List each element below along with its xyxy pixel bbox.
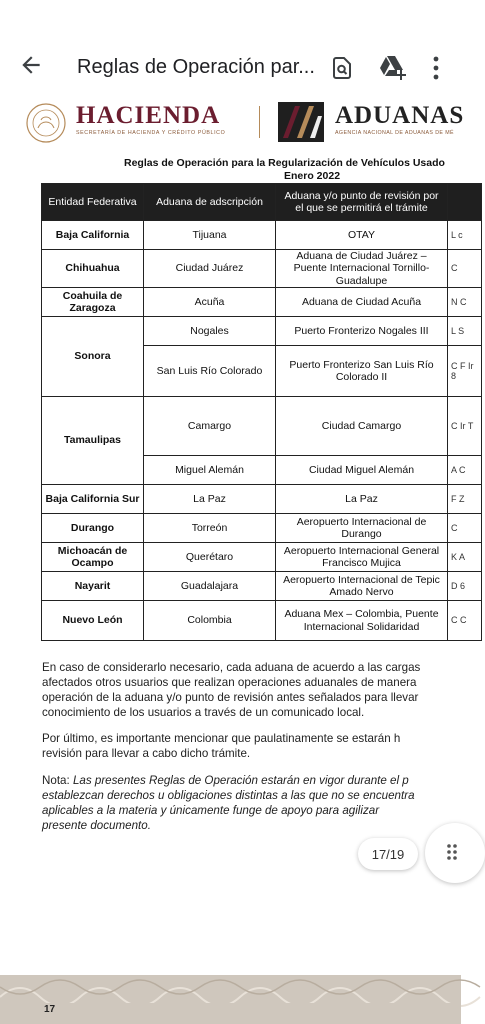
paragraph-line: Por último, es importante mencionar que paulatinamente se estarán h [42, 732, 401, 745]
table-cell-aduana: Torreón [144, 514, 276, 543]
column-header-aduana: Aduana de adscripción [144, 184, 276, 221]
aduanas-logo [277, 100, 325, 144]
table-cell-punto: Ciudad Camargo [276, 397, 448, 456]
table-cell-punto: Aduana de Ciudad Acuña [276, 288, 448, 317]
table-cell-punto: La Paz [276, 485, 448, 514]
table-cell-punto: Puerto Fronterizo San Luis Río Colorado II [276, 346, 448, 397]
table-cell-extra: C [448, 514, 482, 543]
customs-table [41, 183, 482, 641]
table-cell-aduana: Ciudad Juárez [144, 250, 276, 288]
page-number: 17 [44, 1004, 56, 1015]
header-divider [259, 106, 260, 138]
table-row [42, 485, 482, 514]
table-cell-extra: L S [448, 317, 482, 346]
table-row [42, 601, 482, 641]
table-row [42, 543, 482, 572]
paragraph-ultimo [42, 731, 400, 761]
page-indicator: 17/19 [358, 838, 418, 870]
table-row [42, 514, 482, 543]
table-cell-aduana: Tijuana [144, 221, 276, 250]
paragraph-carga [42, 660, 420, 720]
table-cell-extra: C F Ir 8 [448, 346, 482, 397]
table-cell-aduana: Miguel Alemán [144, 456, 276, 485]
table-cell-extra: C Ir T [448, 397, 482, 456]
table-cell-punto: Aeropuerto Internacional General Francisco Mujica [276, 543, 448, 572]
document-heading: Reglas de Operación para la Regularización de Vehículos Usado [124, 157, 445, 169]
column-header-punto: Aduana y/o punto de revisión por el que se permitirá el trámite [276, 184, 448, 221]
table-row [42, 250, 482, 288]
table-cell-aduana: La Paz [144, 485, 276, 514]
aduanas-subtitle: AGENCIA NACIONAL DE ADUANAS DE MÉ [335, 130, 454, 136]
app-bar [0, 0, 461, 98]
table-cell-aduana: Colombia [144, 601, 276, 641]
document-title: Reglas de Operación par... [77, 56, 315, 78]
table-cell-extra: C C [448, 601, 482, 641]
paragraph-line: conocimiento de los usuarios a través de un comunicado local. [42, 706, 365, 719]
back-arrow-icon[interactable] [18, 52, 44, 78]
document-date: Enero 2022 [284, 170, 341, 182]
paragraph-line: En caso de considerarlo necesario, cada aduana de acuerdo a las cargas [42, 661, 421, 674]
table-cell-state: Michoacán de Ocampo [42, 543, 144, 572]
add-to-drive-icon[interactable] [378, 54, 406, 80]
table-row [42, 288, 482, 317]
table-cell-aduana: Nogales [144, 317, 276, 346]
paragraph-line: revisión para llevar a cabo dicho trámite. [42, 747, 251, 760]
paragraph-line: presente documento. [42, 819, 151, 832]
table-cell-state: Durango [42, 514, 144, 543]
table-row [42, 397, 482, 456]
paragraph-line: operación de la aduana y/o punto de revisión antes señalados para llevar [42, 691, 419, 704]
table-cell-state: Tamaulipas [42, 397, 144, 485]
table-cell-punto: Aeropuerto Internacional de Durango [276, 514, 448, 543]
table-cell-punto: Aeropuerto Internacional de Tepic Amado Nervo [276, 572, 448, 601]
table-cell-state: Nayarit [42, 572, 144, 601]
paragraph-line: aplicables a la materia y únicamente funge de apoyo para agilizar [42, 804, 380, 817]
paragraph-line: afectados otros usuarios que realizan operaciones aduanales de manera [42, 676, 417, 689]
table-cell-aduana: Camargo [144, 397, 276, 456]
table-cell-extra: D 6 [448, 572, 482, 601]
table-cell-extra: A C [448, 456, 482, 485]
table-cell-state: Chihuahua [42, 250, 144, 288]
table-header-row [42, 184, 482, 221]
table-cell-extra: N C [448, 288, 482, 317]
table-cell-state: Nuevo León [42, 601, 144, 641]
table-cell-state: Baja California Sur [42, 485, 144, 514]
footer-ornament [0, 975, 461, 1003]
find-in-page-icon[interactable] [330, 56, 354, 80]
hacienda-subtitle: SECRETARÍA DE HACIENDA Y CRÉDITO PÚBLICO [76, 130, 226, 136]
table-row [42, 317, 482, 346]
hacienda-wordmark: HACIENDA [76, 102, 221, 129]
table-cell-extra: L c [448, 221, 482, 250]
paragraph-nota [42, 773, 415, 833]
drag-handle-icon[interactable] [446, 842, 458, 862]
table-cell-extra: C [448, 250, 482, 288]
table-cell-extra: F Z [448, 485, 482, 514]
table-cell-punto: Aduana Mex – Colombia, Puente Internacional Solidaridad [276, 601, 448, 641]
note-text: Las presentes Reglas de Operación estarán en vigor durante el p [72, 774, 409, 787]
table-cell-aduana: San Luis Río Colorado [144, 346, 276, 397]
table-cell-aduana: Guadalajara [144, 572, 276, 601]
table-cell-punto: Puerto Fronterizo Nogales III [276, 317, 448, 346]
table-row [42, 221, 482, 250]
table-cell-state: Coahuila de Zaragoza [42, 288, 144, 317]
footer-band [0, 1003, 461, 1024]
table-row [42, 572, 482, 601]
table-cell-punto: OTAY [276, 221, 448, 250]
paragraph-line: establezcan derechos u obligaciones distintas a las que no se encuentra [42, 789, 415, 802]
paragraph-line [42, 773, 415, 788]
aduanas-wordmark: ADUANAS [335, 102, 465, 129]
document-page[interactable] [0, 98, 474, 1024]
column-header-entidad: Entidad Federativa [42, 184, 144, 221]
note-label: Nota: [42, 774, 70, 787]
mexico-seal-logo [22, 102, 70, 144]
table-cell-extra: K A [448, 543, 482, 572]
table-cell-state: Baja California [42, 221, 144, 250]
table-cell-aduana: Querétaro [144, 543, 276, 572]
column-header-extra [448, 184, 482, 221]
more-vert-icon[interactable] [428, 54, 444, 82]
table-cell-punto: Ciudad Miguel Alemán [276, 456, 448, 485]
table-cell-aduana: Acuña [144, 288, 276, 317]
table-cell-state: Sonora [42, 317, 144, 397]
table-cell-punto: Aduana de Ciudad Juárez – Puente Internacional Tornillo-Guadalupe [276, 250, 448, 288]
